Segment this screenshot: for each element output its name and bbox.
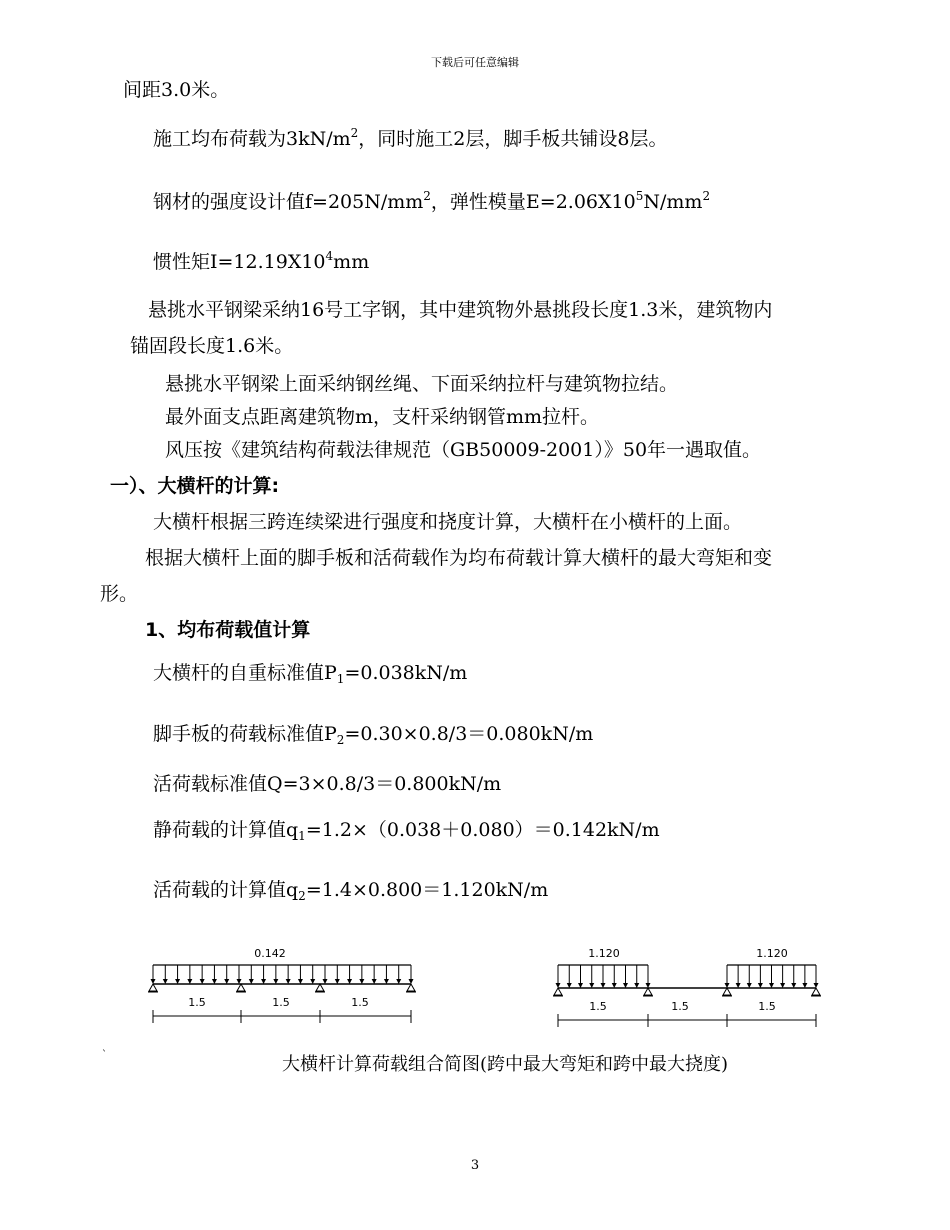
load-arrowhead (175, 979, 180, 984)
paragraph-spacing: 间距3.0米。 (123, 79, 230, 101)
load-arrowhead (347, 979, 352, 984)
support-triangle (812, 988, 820, 995)
section-heading: 一）、大横杆的计算: (110, 475, 280, 497)
load-arrowhead (310, 979, 315, 984)
support-triangle (237, 984, 245, 991)
support-triangle (723, 988, 731, 995)
paragraph-wind-pressure: 风压按《建筑结构荷载法律规范（GB50009-2001）》50年一遇取值。 (165, 439, 762, 461)
load-arrows (556, 965, 819, 988)
supports (148, 984, 416, 992)
load-arrowhead (396, 979, 401, 984)
load-arrows (151, 965, 414, 984)
load-arrowhead (791, 983, 796, 988)
dimension-line (153, 1010, 411, 1023)
load-arrowhead (212, 979, 217, 984)
load-arrowhead (335, 979, 340, 984)
paragraph-calc-method: 大横杆根据三跨连续梁进行强度和挠度计算，大横杆在小横杆的上面。 (153, 511, 743, 533)
span-label-3: 1.5 (351, 996, 369, 1009)
paragraph-load-basis-line1: 根据大横杆上面的脚手板和活荷载作为均布荷载计算大横杆的最大弯矩和变 (145, 547, 773, 569)
paragraph-cantilever-line1: 悬挑水平钢梁采纳16号工字钢，其中建筑物外悬挑段长度1.3米，建筑物内 (148, 299, 773, 321)
paragraph-support: 最外面支点距离建筑物m，支杆采纳钢管mm拉杆。 (165, 406, 600, 428)
span-label-2: 1.5 (272, 996, 290, 1009)
load-arrowhead (612, 983, 617, 988)
load-arrowhead (601, 983, 606, 988)
formula-board-load: 脚手板的荷载标准值$P_2=0.30\times 0.8/3=0.080kN/m$ (153, 723, 594, 747)
subsection-heading: 1、均布荷载值计算 (145, 619, 311, 641)
load-value-label: 0.142 (254, 947, 286, 960)
formula-live-load: 活荷载标准值Q=3×0.8/3＝0.800kN/m (153, 773, 502, 795)
formula-static-calc: 静荷载的计算值$q_1=1.2\times(0.038+0.080)=0.142kN/m$ (153, 819, 660, 843)
paragraph-cantilever-line2: 锚固段长度1.6米。 (130, 335, 294, 357)
span-label-3: 1.5 (758, 1000, 776, 1013)
formula-live-calc: 活荷载的计算值$q_2=1.4\times 0.800=1.120kN/m$ (153, 879, 549, 903)
paragraph-construction-load: 施工均布荷载为$3kN/m^2$，同时施工2层，脚手板共铺设8层。 (153, 126, 668, 150)
load-arrowhead (578, 983, 583, 988)
load-arrowhead (237, 979, 242, 984)
load-arrowhead (589, 983, 594, 988)
formula-self-weight: 大横杆的自重标准值$P_1=0.038kN/m$ (153, 662, 468, 686)
load-arrowhead (163, 979, 168, 984)
paragraph-inertia: 惯性矩$I=12.19X10^4mm$ (153, 249, 370, 273)
support-triangle (554, 988, 562, 995)
load-arrowhead (780, 983, 785, 988)
stray-mark: ` (102, 1050, 107, 1061)
load-value-label-2: 1.120 (756, 947, 788, 960)
load-arrowhead (286, 979, 291, 984)
beam-diagram-full-load (140, 940, 430, 1035)
load-arrowhead (200, 979, 205, 984)
span-label-2: 1.5 (671, 1000, 689, 1013)
figure-caption: 大横杆计算荷载组合简图(跨中最大弯矩和跨中最大挠度) (282, 1054, 729, 1075)
dimension-line (558, 1014, 816, 1027)
paragraph-load-basis-line2: 形。 (100, 583, 139, 605)
load-arrowhead (224, 979, 229, 984)
support-triangle (316, 984, 324, 991)
load-arrowhead (769, 983, 774, 988)
load-arrowhead (758, 983, 763, 988)
load-arrowhead (323, 979, 328, 984)
load-arrowhead (384, 979, 389, 984)
load-arrowhead (747, 983, 752, 988)
load-arrowhead (634, 983, 639, 988)
load-arrowhead (802, 983, 807, 988)
span-label-1: 1.5 (589, 1000, 607, 1013)
support-triangle (149, 984, 157, 991)
load-arrowhead (298, 979, 303, 984)
load-arrowhead (359, 979, 364, 984)
load-arrowhead (261, 979, 266, 984)
beam-diagram-alternate-load (545, 940, 835, 1035)
paragraph-steel-strength: 钢材的强度设计值$f=205N/mm^2$，弹性模量$E=2.06X10^5N/mm^2$ (153, 189, 711, 213)
load-value-label-1: 1.120 (588, 947, 620, 960)
load-arrowhead (273, 979, 278, 984)
support-triangle (644, 988, 652, 995)
load-arrowhead (567, 983, 572, 988)
span-label-1: 1.5 (188, 996, 206, 1009)
paragraph-steel-beam: 悬挑水平钢梁上面采纳钢丝绳、下面采纳拉杆与建筑物拉结。 (165, 373, 679, 395)
load-arrowhead (623, 983, 628, 988)
page-header: 下载后可任意编辑 (431, 56, 519, 69)
supports (553, 988, 821, 996)
load-arrowhead (736, 983, 741, 988)
load-arrowhead (372, 979, 377, 984)
load-arrowhead (187, 979, 192, 984)
support-triangle (407, 984, 415, 991)
load-arrowhead (249, 979, 254, 984)
page-number: 3 (470, 1158, 480, 1173)
